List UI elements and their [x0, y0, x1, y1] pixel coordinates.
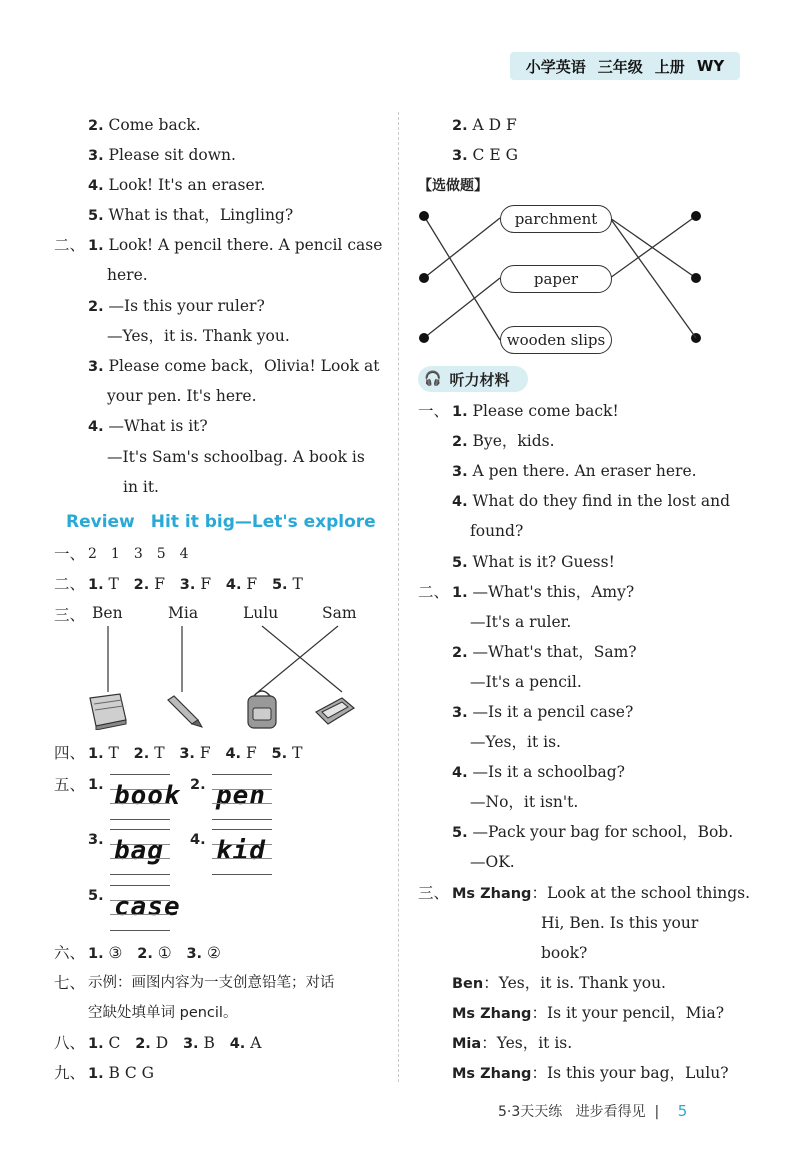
- section-marker: 六、: [54, 944, 86, 962]
- list-item: 2. —What's that，Sam?: [452, 643, 637, 661]
- section-marker: 二、: [54, 236, 86, 254]
- word-number: 1.: [88, 777, 104, 793]
- handwritten-word: pen: [216, 781, 266, 811]
- word-number: 3.: [88, 832, 104, 848]
- footer-slogan: 进步看得见: [575, 1104, 646, 1120]
- list-item-line: —No，it isn't.: [470, 793, 579, 811]
- handwriting-box: [212, 774, 272, 820]
- answer-row: 2. A D F: [452, 116, 517, 134]
- dialogue-line: Ms Zhang：Is this your bag，Lulu?: [452, 1064, 729, 1082]
- dialogue-line: Ben：Yes，it is. Thank you.: [452, 974, 666, 992]
- list-item-line: —It's a ruler.: [470, 613, 572, 631]
- answer-row: 1. ③ 2. ① 3. ②: [88, 944, 221, 962]
- list-item-line: in it.: [123, 478, 159, 496]
- match-word: paper: [533, 270, 579, 288]
- list-item-line: your pen. It's here.: [107, 387, 257, 405]
- section-marker: 一、: [54, 545, 86, 563]
- list-item: 5. What is it? Guess!: [452, 553, 615, 571]
- dialogue-line: book?: [541, 944, 588, 962]
- list-item-line: —Yes，it is. Thank you.: [107, 327, 290, 345]
- answer-text: 示例：画图内容为一支创意铅笔；对话: [88, 975, 335, 991]
- section-marker: 八、: [54, 1034, 86, 1052]
- dialogue-line: Ms Zhang：Look at the school things.: [452, 884, 751, 902]
- list-item: 3. A pen there. An eraser here.: [452, 462, 697, 480]
- section-title: Review Hit it big—Let's explore: [66, 512, 376, 532]
- pencil-icon: [164, 694, 204, 728]
- list-item: 4. Look! It's an eraser.: [88, 176, 266, 194]
- answer-row: 1. B C G: [88, 1064, 155, 1082]
- match-word-box: [500, 326, 612, 354]
- section-marker: 三、: [54, 606, 86, 624]
- section-marker: 七、: [54, 974, 86, 992]
- name-label: Ben: [92, 604, 123, 622]
- name-label: Mia: [168, 604, 199, 622]
- section-marker: 二、: [54, 575, 86, 593]
- list-item: 5. —Pack your bag for school，Bob.: [452, 823, 734, 841]
- dialogue-line: Ms Zhang：Is it your pencil，Mia?: [452, 1004, 725, 1022]
- word-number: 5.: [88, 888, 104, 904]
- list-item-line: —It's a pencil.: [470, 673, 582, 691]
- headphones-icon: 🎧: [424, 371, 442, 387]
- handwritten-word: case: [114, 892, 181, 922]
- handwritten-word: book: [114, 781, 181, 811]
- schoolbag-icon: [242, 688, 282, 730]
- list-item: 4. —Is it a schoolbag?: [452, 763, 625, 781]
- answer-row: 3. C E G: [452, 146, 518, 164]
- list-item: 3. Please come back，Olivia! Look at: [88, 357, 380, 375]
- header-edition: WY: [696, 57, 725, 75]
- dialogue-line: Hi, Ben. Is this your: [541, 914, 699, 932]
- list-item: 2. Bye，kids.: [452, 432, 555, 450]
- page-footer: [498, 1101, 687, 1121]
- header-subject: 小学英语: [525, 57, 586, 76]
- section-marker: 四、: [54, 744, 86, 762]
- word-number: 2.: [190, 777, 206, 793]
- list-item: 5. What is that，Lingling?: [88, 206, 294, 224]
- handwriting-box: [110, 829, 170, 875]
- handwritten-word: bag: [114, 836, 164, 866]
- match-word: parchment: [514, 210, 598, 228]
- match-word-box: [500, 265, 612, 293]
- footer-brand: 5·3天天练: [498, 1104, 563, 1120]
- section-marker: 二、: [418, 583, 450, 601]
- handwriting-box: [110, 885, 181, 931]
- list-item: 1. Look! A pencil there. A pencil case: [88, 236, 383, 254]
- list-item: 4. What do they find in the lost and: [452, 492, 730, 510]
- match-word-box: [500, 205, 612, 233]
- handwriting-box: [212, 829, 272, 875]
- list-item: 1. Please come back!: [452, 402, 619, 420]
- match-word: wooden slips: [506, 331, 606, 349]
- answer-row: 1. C 2. D 3. B 4. A: [88, 1034, 262, 1052]
- dialogue-line: Mia：Yes，it is.: [452, 1034, 573, 1052]
- name-label: Lulu: [243, 604, 279, 622]
- list-item: 2. Come back.: [88, 116, 201, 134]
- header-volume: 上册: [654, 57, 685, 76]
- list-item: 2. —Is this your ruler?: [88, 297, 265, 315]
- name-label: Sam: [322, 604, 357, 622]
- answer-text: 2 1 3 5 4: [88, 546, 189, 562]
- page-number: 5: [677, 1102, 688, 1120]
- page-header: [510, 52, 740, 80]
- handwritten-word: kid: [216, 836, 266, 866]
- section-marker: 五、: [54, 776, 86, 794]
- answer-row: 1. T 2. T 3. F 4. F 5. T: [88, 744, 303, 762]
- book-icon: [86, 690, 130, 730]
- answer-text: 空缺处填单词 pencil。: [88, 1005, 238, 1021]
- list-item-line: here.: [107, 266, 148, 284]
- list-item: 3. Please sit down.: [88, 146, 236, 164]
- list-item-line: found?: [470, 522, 524, 540]
- list-item: 1. —What's this，Amy?: [452, 583, 635, 601]
- word-number: 4.: [190, 832, 206, 848]
- header-grade: 三年级: [597, 57, 643, 76]
- list-item: 3. —Is it a pencil case?: [452, 703, 634, 721]
- list-item-line: —OK.: [470, 853, 515, 871]
- section-marker: 三、: [418, 884, 450, 902]
- section-marker: 一、: [418, 402, 450, 420]
- optional-label: 【选做题】: [418, 178, 488, 194]
- list-item-line: —Yes，it is.: [470, 733, 561, 751]
- list-item-line: —It's Sam's schoolbag. A book is: [107, 448, 365, 466]
- pencil-case-icon: [312, 694, 358, 728]
- listening-title: 🎧 听力材料: [418, 366, 528, 392]
- answer-row: 1. T 2. F 3. F 4. F 5. T: [88, 575, 303, 593]
- list-item: 4. —What is it?: [88, 417, 208, 435]
- handwriting-box: [110, 774, 181, 820]
- column-divider: [398, 112, 399, 1082]
- footer-separator: |: [654, 1104, 660, 1120]
- section-marker: 九、: [54, 1064, 86, 1082]
